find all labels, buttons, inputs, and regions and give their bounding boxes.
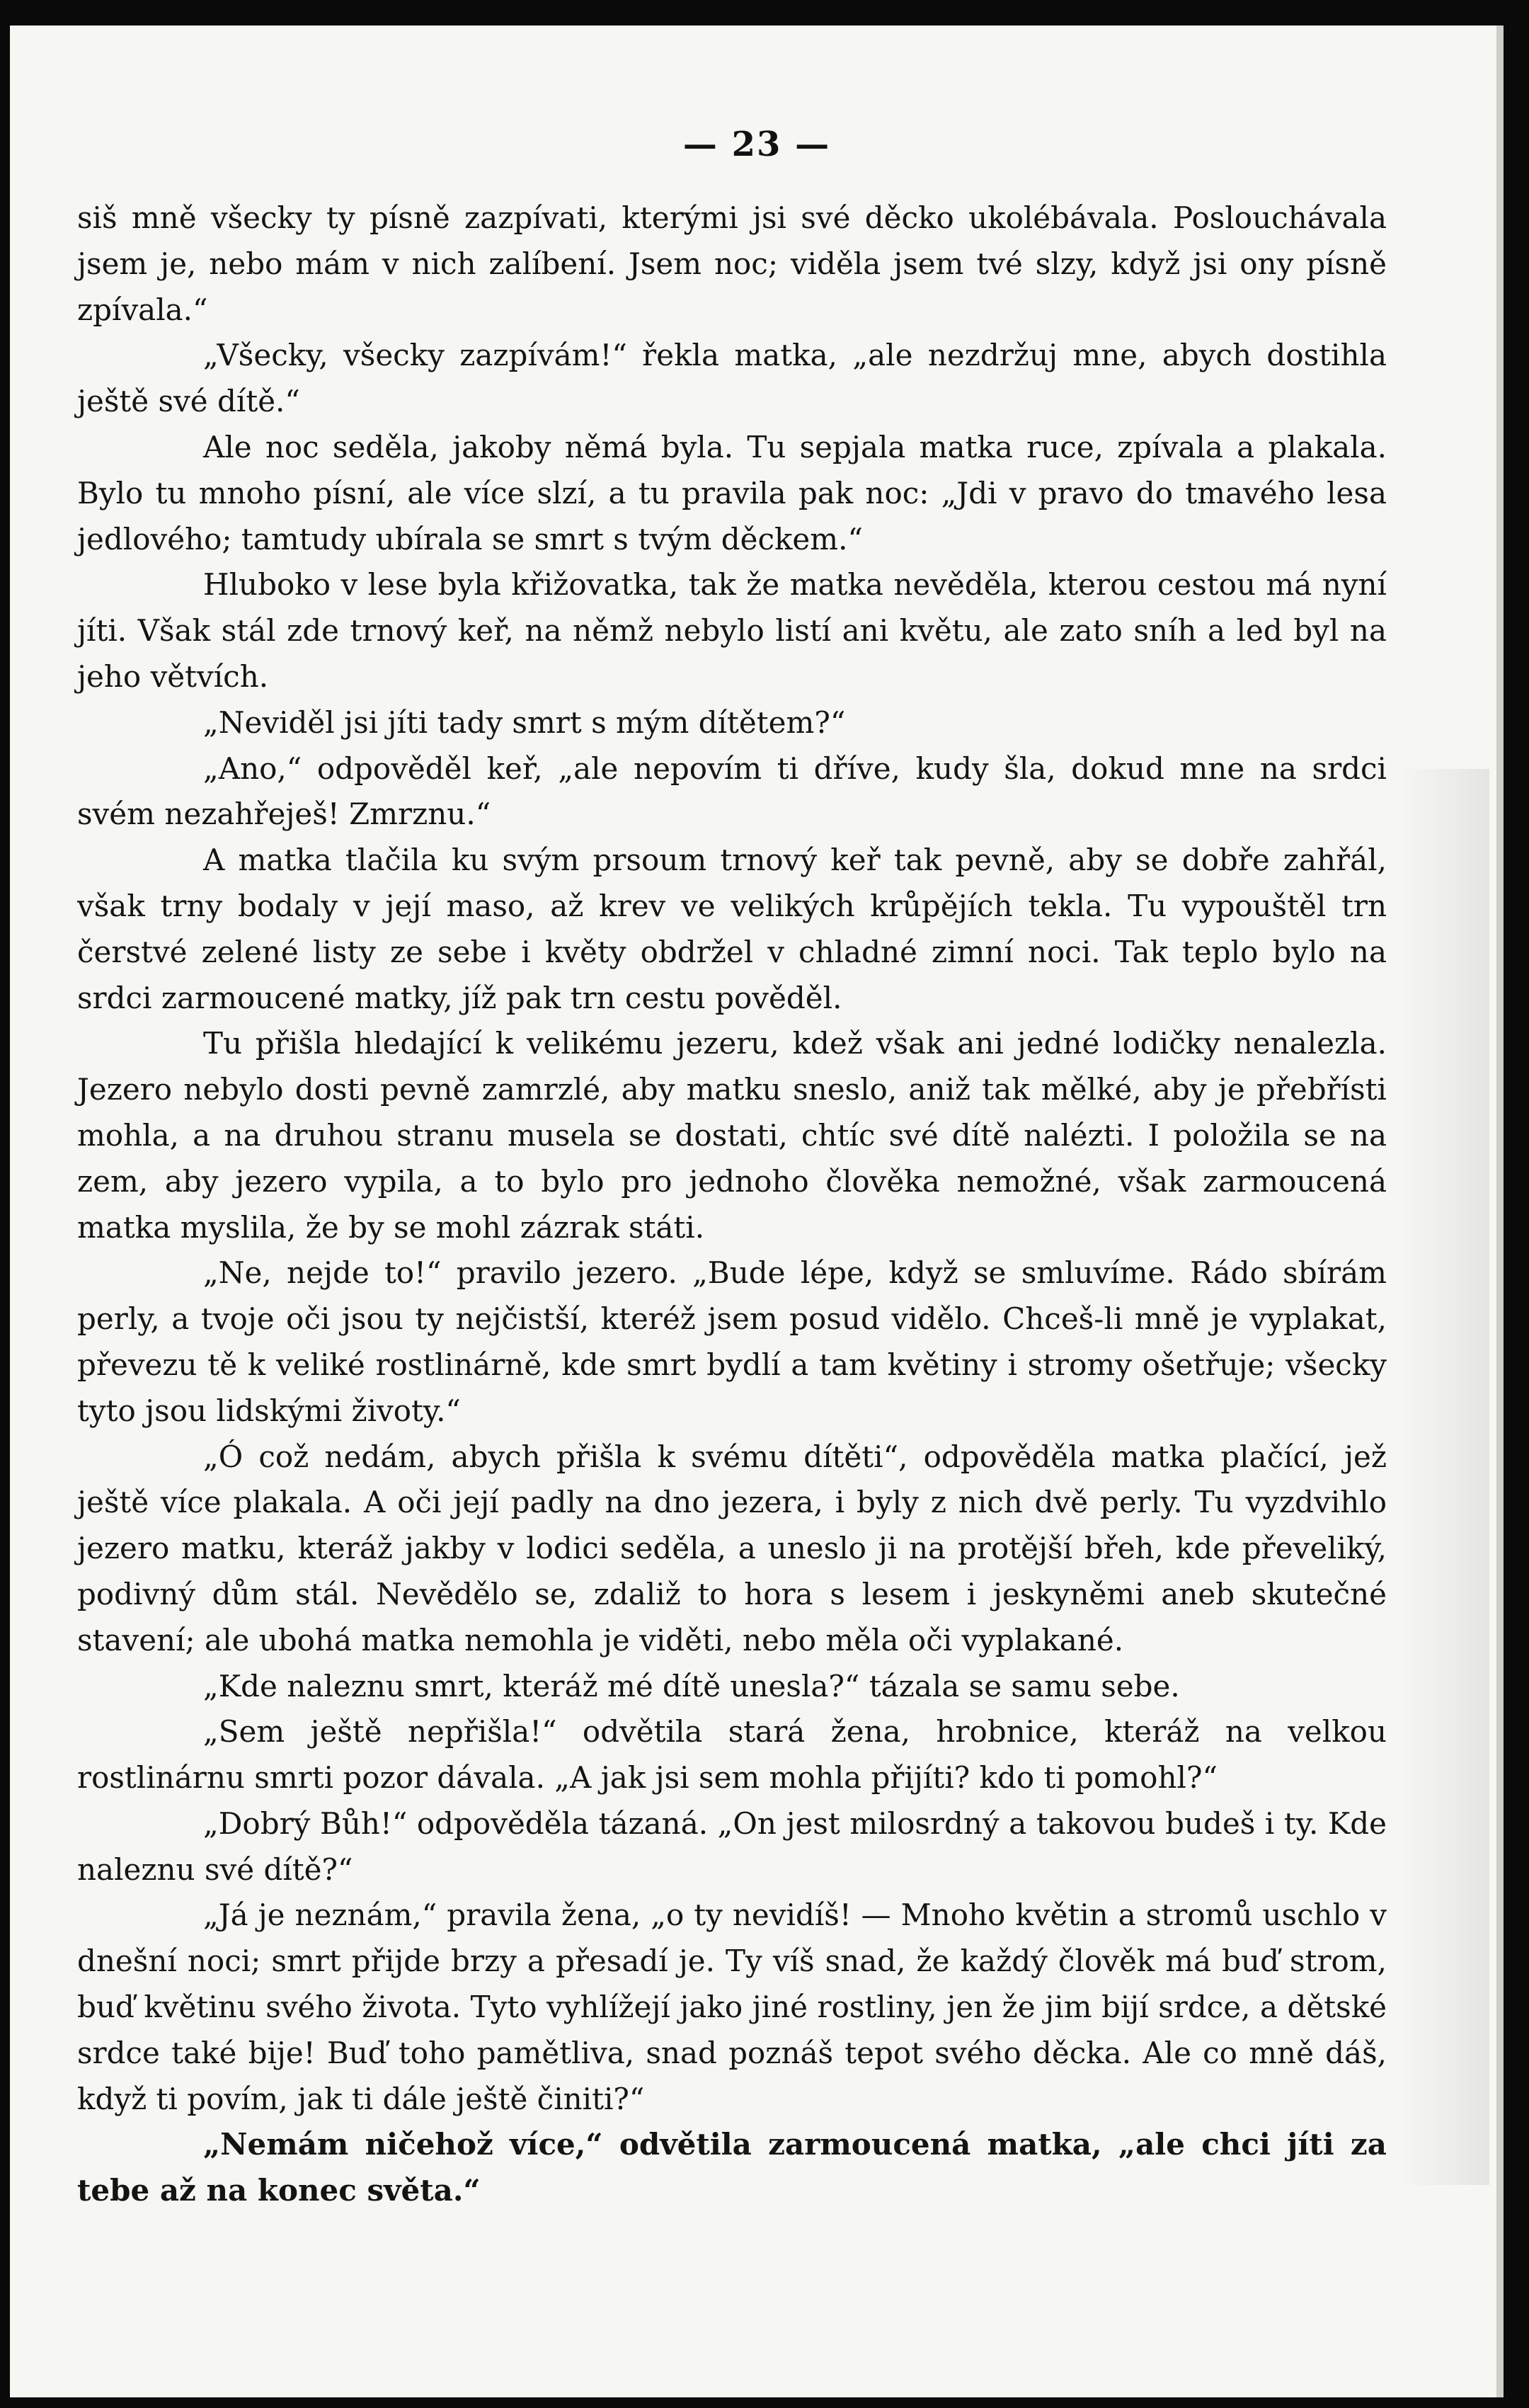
paragraph-12: „Sem ještě nepřišla!“ odvětila stará žena, hrobnice, kteráž na velkou rostlinárnu smrti pozor dávala. „A jak jsi sem mohla přijíti? kdo ti pomohl?“	[77, 1714, 1387, 1796]
paragraph-11: „Kde naleznu smrt, kteráž mé dítě unesla?“ tázala se samu sebe.	[203, 1668, 1180, 1704]
paragraph-6: „Ano,“ odpověděl keř, „ale nepovím ti dříve, kudy šla, dokud mne na srdci svém nezahřeješ! Zmrznu.“	[77, 751, 1387, 832]
paragraph-4: Hluboko v lese byla křižovatka, tak že matka nevěděla, kterou cestou má nyní jíti. Však stál zde trnový keř, na němž nebylo listí ani květu, ale zato sníh a led byl na jeho větvích.	[77, 567, 1387, 694]
paragraph-1: siš mně všecky ty písně zazpívati, kterými jsi své děcko ukolébávala. Poslouchávala jsem je, nebo mám v nich zalíbení. Jsem noc; viděla jsem tvé slzy, když jsi ony písně zpívala.“	[77, 200, 1387, 327]
paragraph-5: „Neviděl jsi jíti tady smrt s mým dítětem?“	[203, 704, 846, 740]
paragraph-13: „Dobrý Bůh!“ odpověděla tázaná. „On jest milosrdný a takovou budeš i ty. Kde naleznu své dítě?“	[77, 1805, 1387, 1887]
book-page	[10, 25, 1504, 2397]
paragraph-14: „Já je neznám,“ pravila žena, „o ty nevidíš! — Mnoho květin a stromů uschlo v dnešní noci; smrt přijde brzy a přesadí je. Ty víš snad, že každý člověk má buď strom, buď květinu svého života. Tyto vyhlížejí jako jiné rostliny, jen že jim bijí srdce, a dětské srdce také bije! Buď toho pamětliva, snad poznáš tepot svého děcka. Ale co mně dáš, když ti povím, jak ti dále ještě činiti?“	[77, 1898, 1387, 2116]
page-body-text	[77, 195, 1387, 2214]
paragraph-2: „Všecky, všecky zazpívám!“ řekla matka, „ale nezdržuj mne, abych dostihla ještě své dítě.“	[77, 338, 1387, 419]
paragraph-9: „Ne, nejde to!“ pravilo jezero. „Bude lépe, když se smluvíme. Rádo sbírám perly, a tvoje oči jsou ty nejčistší, kteréž jsem posud vidělo. Chceš-li mně je vyplakat, převezu tě k veliké rostlinárně, kde smrt bydlí a tam květiny i stromy ošetřuje; všecky tyto jsou lidskými životy.“	[77, 1255, 1387, 1428]
paragraph-7: A matka tlačila ku svým prsoum trnový keř tak pevně, aby se dobře zahřál, však trny bodaly v její maso, až krev ve velikých krůpějích tekla. Tu vypouštěl trn čerstvé zelené listy ze sebe i květy obdržel v chladné zimní noci. Tak teplo bylo na srdci zarmoucené matky, jíž pak trn cestu pověděl.	[77, 843, 1387, 1015]
paragraph-10: „Ó což nedám, abych přišla k svému dítěti“, odpověděla matka plačící, jež ještě více plakala. A oči její padly na dno jezera, i byly z nich dvě perly. Tu vyzdvihlo jezero matku, kteráž jakby v lodici seděla, a uneslo ji na protější břeh, kde převeliký, podivný dům stál. Nevědělo se, zdaliž to hora s lesem i jeskyněmi aneb skutečné stavení; ale ubohá matka nemohla je viděti, nebo měla oči vyplakané.	[77, 1439, 1387, 1657]
page-number: — 23 —	[682, 125, 831, 164]
paragraph-15: „Nemám ničehož více,“ odvětila zarmoucená matka, „ale chci jíti za tebe až na konec světa.“	[77, 2127, 1387, 2208]
paragraph-3: Ale noc seděla, jakoby němá byla. Tu sepjala matka ruce, zpívala a plakala. Bylo tu mnoho písní, ale více slzí, a tu pravila pak noc: „Jdi v pravo do tmavého lesa jedlového; tamtudy ubírala se smrt s tvým děckem.“	[77, 429, 1387, 557]
paragraph-8: Tu přišla hledající k velikému jezeru, kdež však ani jedné lodičky nenalezla. Jezero nebylo dosti pevně zamrzlé, aby matku sneslo, aniž tak mělké, aby je přebřísti mohla, a na druhou stranu musela se dostati, chtíc své dítě nalézti. I položila se na zem, aby jezero vypila, a to bylo pro jednoho člověka nemožné, však zarmoucená matka myslila, že by se mohl zázrak státi.	[77, 1026, 1387, 1245]
bleed-through-shadow	[1397, 769, 1489, 2185]
